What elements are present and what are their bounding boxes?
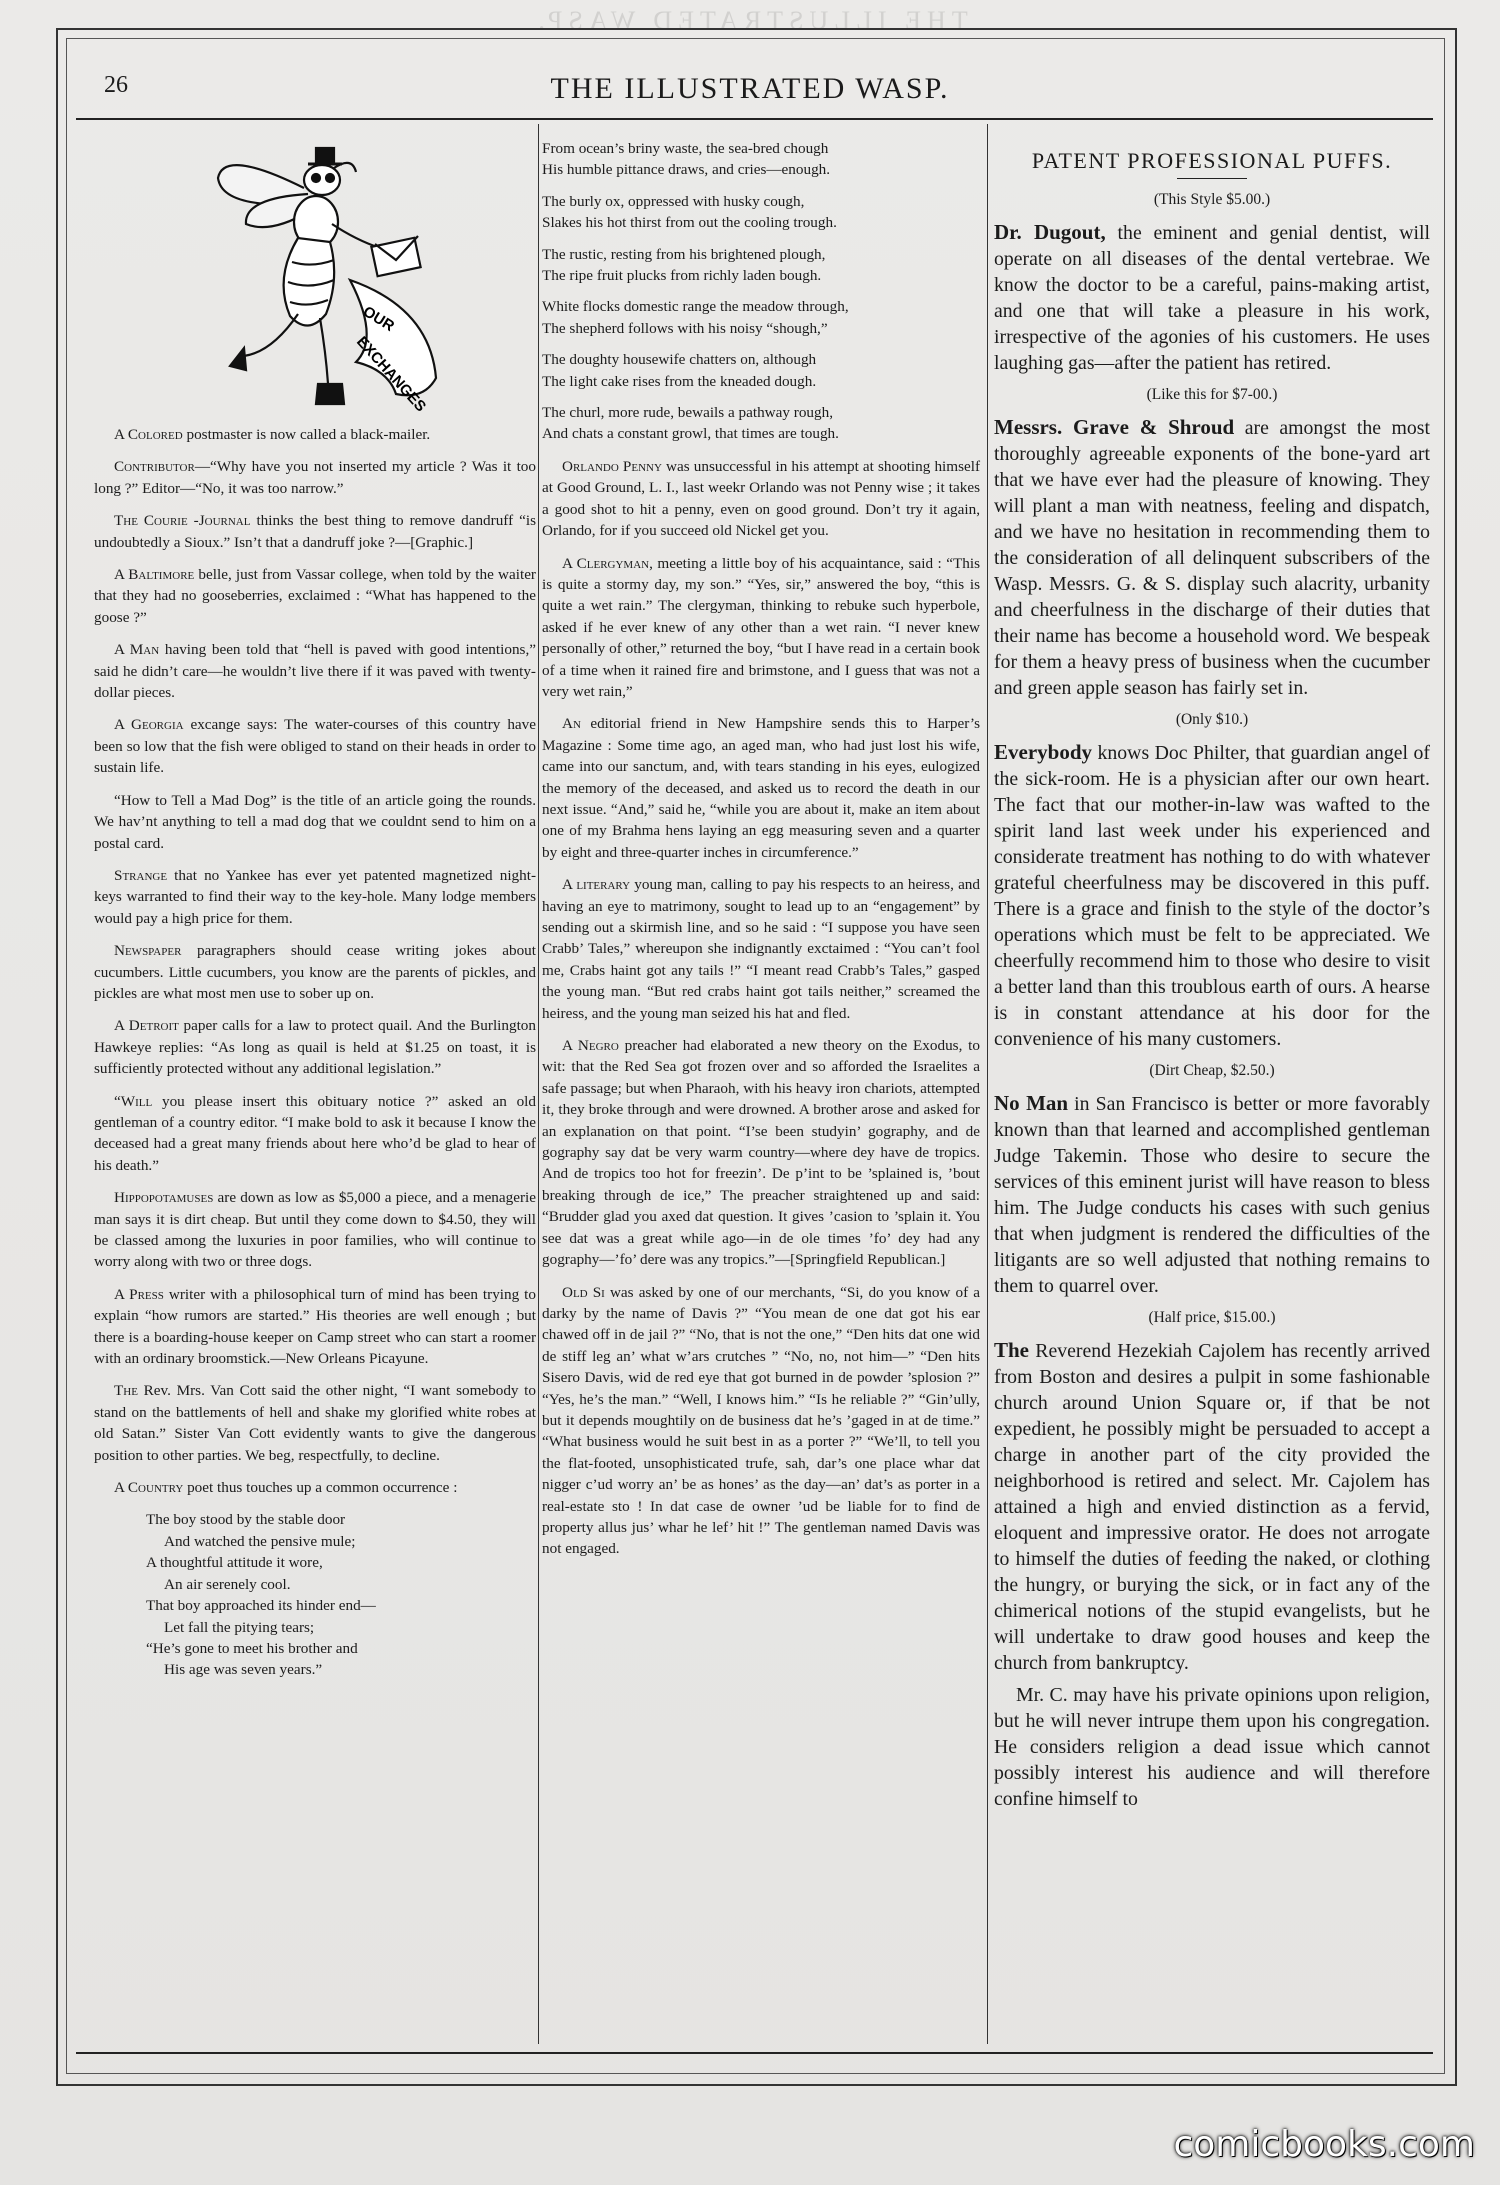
poem-line: The boy stood by the stable door (146, 1511, 346, 1529)
article-lead: Messrs. Grave & Shroud (994, 415, 1235, 439)
poem-line: The rustic, resting from his brightened plough, (542, 245, 826, 263)
puff-price: (Half price, $15.00.) (1148, 1309, 1276, 1326)
masthead: THE ILLUSTRATED WASP. (550, 72, 950, 105)
poem-line: His humble pittance draws, and cries—enough. (542, 161, 831, 179)
article-paragraph (94, 564, 536, 628)
article-paragraph (94, 790, 536, 854)
article-text: was asked by one of our merchants, “Si, do you know of a darky by the name of Davis ?” “You mean de one dat got his ear chawed off in de jail ?” “No, that is not the one,” “Den hits dat one wid de stiff leg an’ what w’ars crutches ” “No, no, not him—” “Den hits Sisero Davis, wid de red eye that got burned in de powder ’splosion ?” “Yes, he’s the man.” “Well, I knows him.” “Is he reliable ?” “Gin’ully, but it depends moughtily on de business dat he’s ’gaged in at de time.” “What business would he suit best in as a porter ?” “We’ll, to tell you the flat-footed, unsophisticated trufe, sah, dar’s one place whar dat nigger c’ud worry an’ be as hones’ as the day—an’ dat’s as porter in a real-estate sto ! In dat case de owner ’ud be liable for to find de property allus jus’ whar he lef’ hit !” The gentleman named Davis was not engaged. (542, 1283, 981, 1558)
puff-price: (Dirt Cheap, $2.50.) (1149, 1062, 1275, 1079)
article-paragraph (994, 1090, 1430, 1299)
poem-line: A thoughtful attitude it wore, (146, 1554, 323, 1572)
article-text: —“Why have you not inserted my article ? Was it too long ?” Editor—“No, it was too narrow.” (94, 458, 536, 497)
wasp-postman-icon (94, 138, 536, 418)
article-paragraph (94, 1187, 536, 1273)
article-text: the eminent and genial dentist, will operate on all diseases of the dental vertebrae. We know the doctor to be a careful, pains-making artist, and one that will take a pleasure in his work, irrespective of the agonies of his customers. He uses laughing gas—after the patient has retired. (994, 222, 1430, 374)
article-lead: Dr. Dugout, (994, 220, 1106, 244)
article-lead: A literary (562, 876, 631, 894)
poem-line: The churl, more rude, bewails a pathway rough, (542, 404, 833, 422)
poem-line: That boy approached its hinder end— (146, 1597, 376, 1615)
article-lead: The (114, 1382, 138, 1400)
poem-line: The doughty housewife chatters on, although (542, 351, 817, 369)
article-text: excange says: The water-courses of this country have been so low that the fish were obliged to stand on their heads in order to sustain life. (94, 716, 536, 777)
article-lead: A Clergyman, (562, 554, 653, 572)
closing-paragraph: Mr. C. may have his private opinions upon religion, but he will never intrupe them upon his congregation. He considers religion a dead issue which cannot possibly interest his audience and will therefore confine himself to (994, 1684, 1430, 1810)
column-1 (94, 138, 536, 1692)
article-lead: Hippopotamuses (114, 1189, 214, 1207)
puff-price: (Like this for $7-00.) (1146, 386, 1278, 403)
poem-line: Let fall the pitying tears; (164, 1618, 315, 1636)
article-lead: Everybody (994, 740, 1093, 764)
article-lead: A Negro (562, 1037, 619, 1055)
article-text: are amongst the most thoroughly agreeable exponents of the bone-yard art that we have ever had the pleasure of knowing. They will plant a man with neatness, feeling and dispatch, and we have no hesitation in recommending them to the consideration of all delinquent subscribers of the Wasp. Messrs. G. & S. display such alacrity, urbanity and cheerfulness in the discharge of their duties that their name has become a household word. We bespeak for them a heavy press of business when the cucumber and green apple season has fairly set in. (994, 417, 1430, 699)
article-paragraph (94, 510, 536, 553)
article-text: preacher had elaborated a new theory on the Exodus, to wit: that the Red Sea got frozen over and so afforded the Israelites a safe passage; but when Pharaoh, with his heavy iron chariots, attempted it, they broke through and were drowned. A brother arose and asked for an explanation on that point. “I’se been studyin’ gography, and de gography say dat be very warm country—where dey have de tropics. And de tropics too hot for freezin’. De p’int to be ’splained is, ’bout breaking through de ice,” The preacher straightened up and said: “Brudder glad you axed dat question. It gives ’casion to ’splain it. You see dat was a great while ago—in de ole times ’fo’ dey had any gography—’fo’ dere was any tropics.”—[Springfield Republican.] (542, 1037, 980, 1269)
puff-price: (Only $10.) (1175, 711, 1249, 728)
column-2-poem (542, 138, 980, 445)
article-text: knows Doc Philter, that guardian angel of the sick-room. He is a physician after our own heart. The fact that our mother-in-law was wafted to the spirit land last week under his experienced and considerate treatment has nothing to do with whatever grateful cheerfulness may be discovered in this puff. There is a grace and finish to the style of the doctor’s operations which must be felt to be appreciated. We cheerfully recommend him to those who desire to visit a better land than this troublous earth of ours. A hearse is in constant attendance at his door for the convenience of his many customers. (994, 742, 1430, 1050)
article-paragraph (94, 456, 536, 499)
poem-line: The burly ox, oppressed with husky cough, (542, 192, 805, 210)
puff-price: (This Style $5.00.) (1153, 191, 1271, 208)
poem-line: The light cake rises from the kneaded dough. (542, 372, 817, 390)
poem-line: An air serenely cool. (164, 1575, 291, 1593)
article-text: thinks the best thing to remove dandruff “is undoubtedly a Sioux.” Isn’t that a dandruff joke ?—[Graphic.] (94, 512, 537, 551)
article-text: postmaster is now called a black-mailer. (182, 426, 431, 443)
column-1-poem (94, 1509, 536, 1680)
article-paragraph (542, 553, 980, 703)
section-heading: PATENT PROFESSIONAL PUFFS. (1031, 148, 1393, 173)
article-text: Reverend Hezekiah Cajolem has recently arrived from Boston and desires a pulpit in some fashionable church around Union Square or, if that be not expedient, he possibly might be persuaded to accept a charge in another part of the city provided the neighborhood is retired and select. Mr. Cajolem has attained a high and envied distinction as a fervid, eloquent and impressive orator. He does not arrogate to himself the duties of feeding the naked, or clothing the hungry, or burying the sick, or in fact any of the chimerical notions of the stupid evangelists, but he will undertake to draw good houses and keep the church from bankruptcy. (994, 1340, 1430, 1674)
article-paragraph (542, 1035, 980, 1270)
poem-line: And watched the pensive mule; (164, 1532, 356, 1550)
article-paragraph (94, 639, 536, 703)
article-paragraph (94, 1015, 536, 1079)
article-lead: Contributor (114, 458, 195, 476)
article-paragraph (542, 713, 980, 863)
article-paragraph (94, 714, 536, 778)
article-paragraph (94, 424, 536, 445)
column-2 (542, 138, 980, 1571)
article-text: paragraphers should cease writing jokes about cucumbers. Little cucumbers, you know are the parents of pickles, and pickles are what most men use to sober up on. (94, 942, 536, 1002)
article-lead: Strange (114, 866, 168, 884)
article-text: you please insert this obituary notice ?” asked an old gentleman of a country editor. “I make bold to ask it because I know the deceased had a great many friends about here who’d be glad to hear of his death.” (94, 1092, 536, 1174)
article-text: having been told that “hell is paved with good intentions,” said he didn’t care—he wouldn’t live there if it was paved with twenty-dollar pieces. (94, 641, 536, 702)
article-lead: A Country (114, 1479, 184, 1497)
article-text: was unsuccessful in his attempt at shooting himself at Good Ground, L. I., last weekr Orlando was not Penny wise ; it takes a good shot to hit a penny, even on good ground. Don’t try it again, Orlando, for if you succeed old Nickel get you. (542, 457, 980, 540)
poem-line: Slakes his hot thirst from out the cooling trough. (542, 214, 837, 232)
article-text: poet thus touches up a common occurrence : (183, 1479, 458, 1497)
poem-line: “He’s gone to meet his brother and (146, 1639, 358, 1657)
article-lead: The Courie -Journal (114, 512, 251, 530)
watermark: comicbooks.com (1173, 2124, 1475, 2165)
article-text: editorial friend in New Hampshire sends this to Harper’s Magazine : Some time ago, an aged man, who had just lost his wife, came into our sanctum, and, with tears standing in his eyes, eulogized the memory of the deceased, and asked us to record the death in our next issue. “And,” said he, “while you are about it, make an item about one of my Brahma hens laying an egg measuring seven and a quarter by eight and three-quarter inches in circumference.” (542, 715, 980, 861)
poem-line: And chats a constant growl, that times are tough. (542, 425, 839, 443)
article-lead: A Press (114, 1285, 164, 1303)
article-paragraph (542, 456, 980, 542)
article-paragraph (94, 1477, 536, 1498)
article-lead: Old Si (562, 1283, 605, 1301)
article-paragraph (94, 865, 536, 929)
article-text: young man, calling to pay his respects to an heiress, and having an eye to matrimony, sought to lead up to an “engagement” by sending out a skirmish line, and so he said : “I suppose you have seen Crabb’ Tales,” whereupon she indignantly exctaimed : “You can’t fool me, Crabs haint got any tails !” “I meant read Crabb’s Tales,” gasped the young man. “But red crabs haint got tails neither,” screamed the heiress, and the young man seized his hat and fled. (542, 876, 980, 1022)
page-number: 26 (104, 72, 128, 98)
article-text: Rev. Mrs. Van Cott said the other night, “I want somebody to stand on the battlements of hell and shake my glorified white robes at old Satan.” Sister Van Cott evidently wants to give the dangerous position to other parties. We beg, respectfully, to decline. (94, 1382, 536, 1464)
article-paragraph (94, 1091, 536, 1177)
article-lead: Newspaper (114, 942, 182, 960)
article-paragraph (94, 1284, 536, 1370)
banner-line-1: OUR (359, 302, 398, 336)
poem-line: The shepherd follows with his noisy “shough,” (542, 319, 828, 337)
bleed-through-text: THE ILLUSTRATED WASP. (532, 6, 968, 35)
article-paragraph (994, 1337, 1430, 1676)
article-text: in San Francisco is better or more favorably known than that learned and accomplished gentleman Judge Takemin. Those who desire to secure the services of this eminent jurist will have reason to bless him. The Judge conducts his cases with such genius that when judgment is rendered the difficulties of the litigants are so well adjusted that nothing remains to them to quarrel over. (994, 1093, 1430, 1297)
column-3 (994, 138, 1430, 1818)
article-text: “How to Tell a Mad Dog” is the title of an article going the rounds. We hav’nt anything to tell a mad dog that we couldnt send to him on a postal card. (94, 791, 536, 852)
article-text: writer with a philosophical turn of mind has been trying to explain “how rumors are started.” His theories are well enough ; but there is a boarding-house keeper on Camp street who can start a roomer with an ordinary broomstick.—New Orleans Picayune. (94, 1285, 536, 1368)
poem-line: The ripe fruit plucks from richly laden bough. (542, 267, 822, 285)
article-paragraph (542, 874, 980, 1024)
column-3-items (994, 187, 1430, 1676)
column-2-items (542, 456, 980, 1560)
article-lead: A Baltimore (114, 566, 195, 584)
article-lead: “Will (114, 1092, 153, 1110)
column-divider-2 (987, 124, 988, 2044)
article-lead: The (994, 1338, 1030, 1362)
article-lead: An (562, 715, 581, 733)
poem-line: His age was seven years.” (164, 1661, 323, 1679)
article-text: paper calls for a law to protect quail. And the Burlington Hawkeye replies: “As long as quail is held at $1.25 on toast, it is sufficiently protected without any additional legislation.” (94, 1017, 536, 1078)
article-lead: No Man (994, 1091, 1069, 1115)
section-heading-rule (1177, 178, 1247, 179)
footer-rule (76, 2052, 1433, 2054)
article-paragraph (94, 1380, 536, 1466)
header-rule (76, 118, 1433, 120)
article-text: are down as low as $5,000 a piece, and a menagerie man says it is dirt cheap. But until they come down to $4.50, they will be classed among the luxuries in poor families, who will continue to worry along with two or three dogs. (94, 1189, 536, 1271)
article-paragraph (994, 414, 1430, 701)
banner-line-2: EXCHANGES (353, 333, 430, 416)
poem-line: From ocean’s briny waste, the sea-bred chough (542, 140, 829, 157)
article-text: meeting a little boy of his acquaintance, said : “This is quite a stormy day, my son.” “Yes, sir,” answered the boy, “this is quite a wet rain.” The clergyman, thinking to rebuke such hyperbole, asked if he ever knew of any other than a wet rain. “I never knew personally of other,” returned the boy, “but I have read in a certain book of a time when it rained fire and brimstone, and I guess that was not a very wet rain,” (542, 554, 981, 700)
article-lead: A Colored (114, 426, 183, 443)
article-lead: A Georgia (114, 716, 184, 734)
article-paragraph (94, 940, 536, 1004)
article-text: that no Yankee has ever yet patented magnetized night- keys warranted to find their way to the key-hole. Many lodge members would pay a high price for them. (94, 866, 536, 927)
column-1-items (94, 424, 536, 1498)
article-paragraph (542, 1282, 980, 1560)
article-lead: A Detroit (114, 1017, 179, 1035)
column-divider-1 (538, 124, 539, 2044)
article-lead: Orlando Penny (562, 457, 662, 475)
article-paragraph (994, 219, 1430, 376)
article-paragraph (994, 739, 1430, 1052)
article-lead: A Man (114, 641, 160, 659)
poem-line: White flocks domestic range the meadow through, (542, 298, 849, 316)
article-text: belle, just from Vassar college, when told by the waiter that they had no gooseberries, exclaimed : “What has happened to the goose ?” (94, 566, 536, 626)
